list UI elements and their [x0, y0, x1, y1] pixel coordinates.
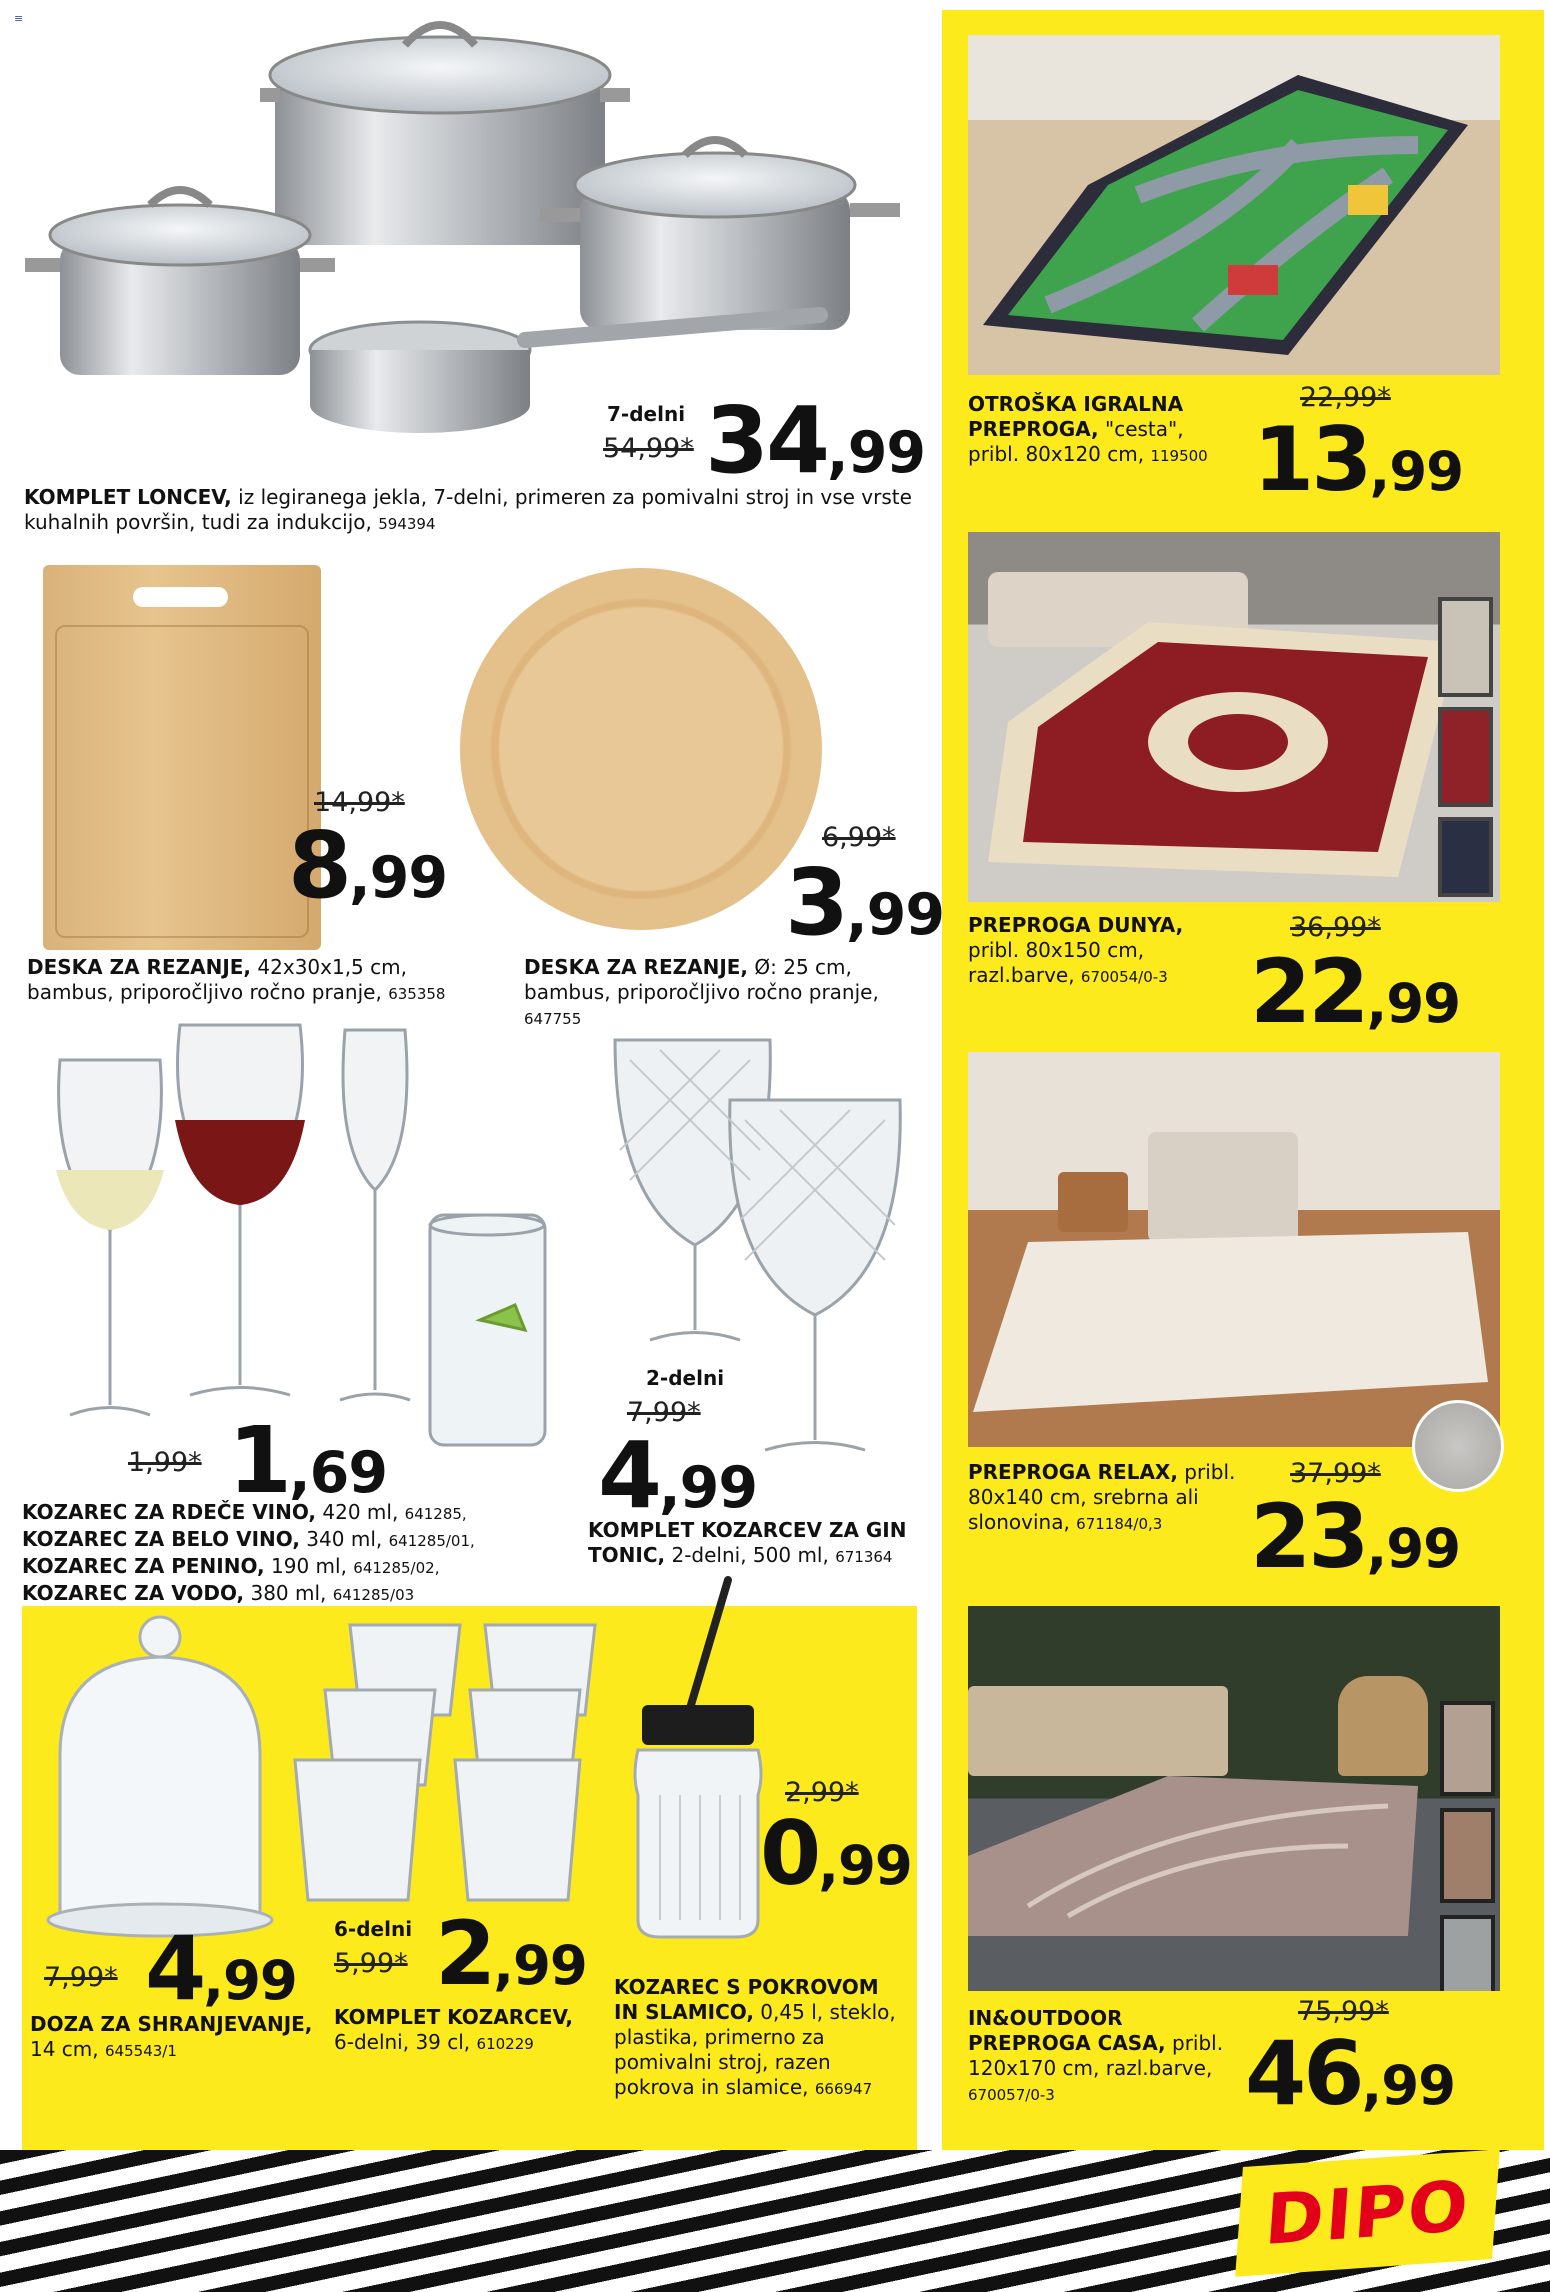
dome-jar-code: 645543/1 — [105, 2042, 177, 2060]
kids-rug-desc: "cesta", pribl. 80x120 cm, — [968, 417, 1184, 466]
glasses-line-water — [22, 1581, 582, 1608]
pots-variant: 7-delni — [607, 402, 686, 426]
dunya-swatch-3 — [1438, 817, 1493, 897]
rect-board-desc: 42x30x1,5 cm, bambus, priporočljivo ročno pranje, — [27, 955, 407, 1004]
glasses-line-code: 641285/01, — [388, 1532, 475, 1550]
rect-board-name: DESKA ZA REZANJE, — [27, 955, 252, 979]
dunya-rug-code: 670054/0-3 — [1080, 968, 1168, 986]
casa-swatch-3 — [1440, 1915, 1495, 1991]
pots-code: 594394 — [378, 515, 436, 533]
casa-rug-desc: pribl. 120x170 cm, razl.barve, — [968, 2031, 1224, 2080]
glasses-line-name: KOZAREC ZA RDEČE VINO, — [22, 1500, 317, 1524]
casa-rug-old-price: 75,99* — [1298, 1996, 1389, 2027]
glasses-line-code: 641285, — [404, 1505, 467, 1523]
dunya-swatch-2 — [1438, 707, 1493, 807]
gin-tonic-price-dec: ,99 — [659, 1455, 758, 1521]
glasses-line-red — [22, 1500, 582, 1527]
gin-tonic-code: 671364 — [835, 1548, 893, 1566]
round-board-price-int: 3 — [785, 849, 847, 956]
dunya-rug-price-dec: ,99 — [1366, 971, 1461, 1035]
kids-rug-code: 119500 — [1150, 447, 1208, 465]
glasses-old-price: 1,99* — [128, 1447, 202, 1478]
straw-jar-code: 666947 — [814, 2080, 873, 2098]
kids-rug-description — [968, 392, 1228, 469]
dunya-rug-old-price: 36,99* — [1290, 912, 1381, 943]
gin-tonic-price — [598, 1422, 758, 1529]
round-board-description — [524, 955, 924, 1032]
gin-tonic-desc: 2-delni, 500 ml, — [665, 1543, 829, 1567]
pots-price-int: 34 — [705, 387, 828, 494]
rect-board-image — [43, 565, 321, 950]
dome-jar-image — [40, 1615, 280, 1945]
pots-description — [24, 485, 924, 537]
straw-jar-image — [620, 1575, 780, 1945]
dome-jar-name: DOZA ZA SHRANJEVANJE, — [30, 2012, 313, 2036]
casa-swatch-1 — [1440, 1701, 1495, 1796]
casa-rug-description — [968, 2006, 1248, 2108]
dome-jar-desc: 14 cm, — [30, 2037, 99, 2061]
kids-rug-price — [1253, 408, 1464, 511]
tumblers-image — [290, 1620, 610, 1905]
tumblers-description — [334, 2005, 594, 2057]
glasses-line-name: KOZAREC ZA PENINO, — [22, 1554, 265, 1578]
relax-rug-old-price: 37,99* — [1290, 1458, 1381, 1489]
kids-rug-old-price: 22,99* — [1300, 382, 1391, 413]
straw-jar-desc: 0,45 l, steklo, plastika, primerno za pomivalni stroj, razen pokrova in slamice, — [614, 2000, 896, 2099]
dome-jar-price-dec: ,99 — [203, 1948, 297, 2012]
dunya-rug-price-int: 22 — [1250, 940, 1367, 1043]
glasses-line-name: KOZAREC ZA BELO VINO, — [22, 1527, 300, 1551]
casa-rug-price-int: 46 — [1245, 2022, 1362, 2125]
rect-board-old-price: 14,99* — [314, 787, 405, 818]
relax-rug-price-dec: ,99 — [1366, 1516, 1461, 1580]
dome-jar-old-price: 7,99* — [44, 1962, 118, 1993]
dome-jar-price-int: 4 — [145, 1917, 204, 2020]
dome-jar-description — [30, 2012, 330, 2064]
round-board-price-dec: ,99 — [846, 882, 945, 948]
tumblers-desc: 6-delni, 39 cl, — [334, 2030, 471, 2054]
relax-rug-name: PREPROGA RELAX, — [968, 1460, 1178, 1484]
round-board-name: DESKA ZA REZANJE, — [524, 955, 749, 979]
glasses-line-desc: 380 ml, — [244, 1581, 327, 1605]
dunya-rug-name: PREPROGA DUNYA, — [968, 913, 1184, 937]
casa-rug-name: IN&OUTDOOR PREPROGA CASA, — [968, 2006, 1166, 2055]
casa-rug-image — [968, 1606, 1500, 1991]
pots-old-price: 54,99* — [603, 433, 694, 464]
gin-tonic-variant: 2-delni — [646, 1366, 725, 1390]
glasses-line-desc: 190 ml, — [264, 1554, 347, 1578]
rect-board-description — [27, 955, 467, 1007]
dipo-logo[interactable]: DIPO — [1235, 2149, 1500, 2277]
round-board-code: 647755 — [524, 1010, 582, 1028]
glasses-line-desc: 340 ml, — [299, 1527, 383, 1551]
tumblers-price-int: 2 — [435, 1902, 494, 2005]
casa-swatch-2 — [1440, 1808, 1495, 1903]
rect-board-price — [288, 812, 448, 919]
tumblers-name: KOMPLET KOZARCEV, — [334, 2005, 573, 2029]
relax-rug-desc: pribl. 80x140 cm, srebrna ali slonovina, — [968, 1460, 1236, 1534]
pots-price-dec: ,99 — [827, 420, 926, 486]
gin-tonic-name: KOMPLET KOZARCEV ZA GIN TONIC, — [588, 1518, 907, 1567]
rect-board-code: 635358 — [388, 985, 446, 1003]
kids-rug-image — [968, 35, 1500, 375]
relax-rug-description — [968, 1460, 1248, 1537]
menu-mark: ≡ — [14, 12, 24, 25]
tumblers-code: 610229 — [476, 2035, 534, 2053]
glasses-line-sparkling — [22, 1554, 582, 1581]
rect-board-price-dec: ,99 — [349, 845, 448, 911]
dunya-rug-description — [968, 913, 1228, 990]
tumblers-price-dec: ,99 — [493, 1933, 587, 1997]
kids-rug-name: OTROŠKA IGRALNA PREPROGA, — [968, 392, 1184, 441]
kids-rug-price-int: 13 — [1253, 408, 1370, 511]
glasses-line-code: 641285/03 — [332, 1586, 415, 1604]
dunya-swatch-1 — [1438, 597, 1493, 697]
tumblers-old-price: 5,99* — [334, 1948, 408, 1979]
round-board-price — [785, 849, 945, 956]
glasses-description — [22, 1500, 582, 1608]
kids-rug-price-dec: ,99 — [1369, 439, 1464, 503]
dunya-rug-desc: pribl. 80x150 cm, razl.barve, — [968, 938, 1145, 987]
straw-jar-description — [614, 1975, 904, 2102]
rect-board-price-int: 8 — [288, 812, 350, 919]
round-board-old-price: 6,99* — [822, 822, 896, 853]
gin-tonic-description — [588, 1518, 918, 1570]
glasses-price-int: 1 — [228, 1407, 290, 1514]
straw-jar-price — [760, 1802, 912, 1905]
dunya-rug-price — [1250, 940, 1461, 1043]
relax-rug-price — [1250, 1485, 1461, 1588]
gin-tonic-old-price: 7,99* — [627, 1397, 701, 1428]
casa-rug-code: 670057/0-3 — [968, 2086, 1055, 2104]
relax-rug-price-int: 23 — [1250, 1485, 1367, 1588]
dome-jar-price — [145, 1917, 297, 2020]
relax-rug-code: 671184/0,3 — [1076, 1515, 1163, 1533]
tumblers-variant: 6-delni — [334, 1917, 413, 1941]
straw-jar-old-price: 2,99* — [785, 1777, 859, 1808]
straw-jar-price-int: 0 — [760, 1802, 819, 1905]
round-board-image — [460, 568, 822, 930]
dunya-rug-image — [968, 532, 1500, 902]
round-board-desc: Ø: 25 cm, bambus, priporočljivo ročno pranje, — [524, 955, 879, 1004]
straw-jar-price-dec: ,99 — [818, 1833, 912, 1897]
glasses-line-white — [22, 1527, 582, 1554]
pots-name: KOMPLET LONCEV, — [24, 485, 232, 509]
relax-rug-image — [968, 1052, 1500, 1447]
gin-tonic-price-int: 4 — [598, 1422, 660, 1529]
glasses-line-code: 641285/02, — [353, 1559, 440, 1577]
wine-glasses-image — [40, 1020, 580, 1460]
relax-swatch — [1412, 1400, 1504, 1492]
glasses-line-desc: 420 ml, — [316, 1500, 399, 1524]
pots-price — [705, 387, 926, 494]
straw-jar-name: KOZAREC S POKROVOM IN SLAMICO, — [614, 1975, 879, 2024]
tumblers-price — [435, 1902, 587, 2005]
pots-desc: iz legiranega jekla, 7-delni, primeren za pomivalni stroj in vse vrste kuhalnih površin, tudi za indukcijo, — [24, 485, 912, 534]
casa-rug-price-dec: ,99 — [1361, 2053, 1456, 2117]
gin-tonic-image — [600, 1030, 940, 1460]
casa-rug-price — [1245, 2022, 1456, 2125]
glasses-price-dec: ,69 — [289, 1440, 388, 1506]
glasses-line-name: KOZAREC ZA VODO, — [22, 1581, 245, 1605]
